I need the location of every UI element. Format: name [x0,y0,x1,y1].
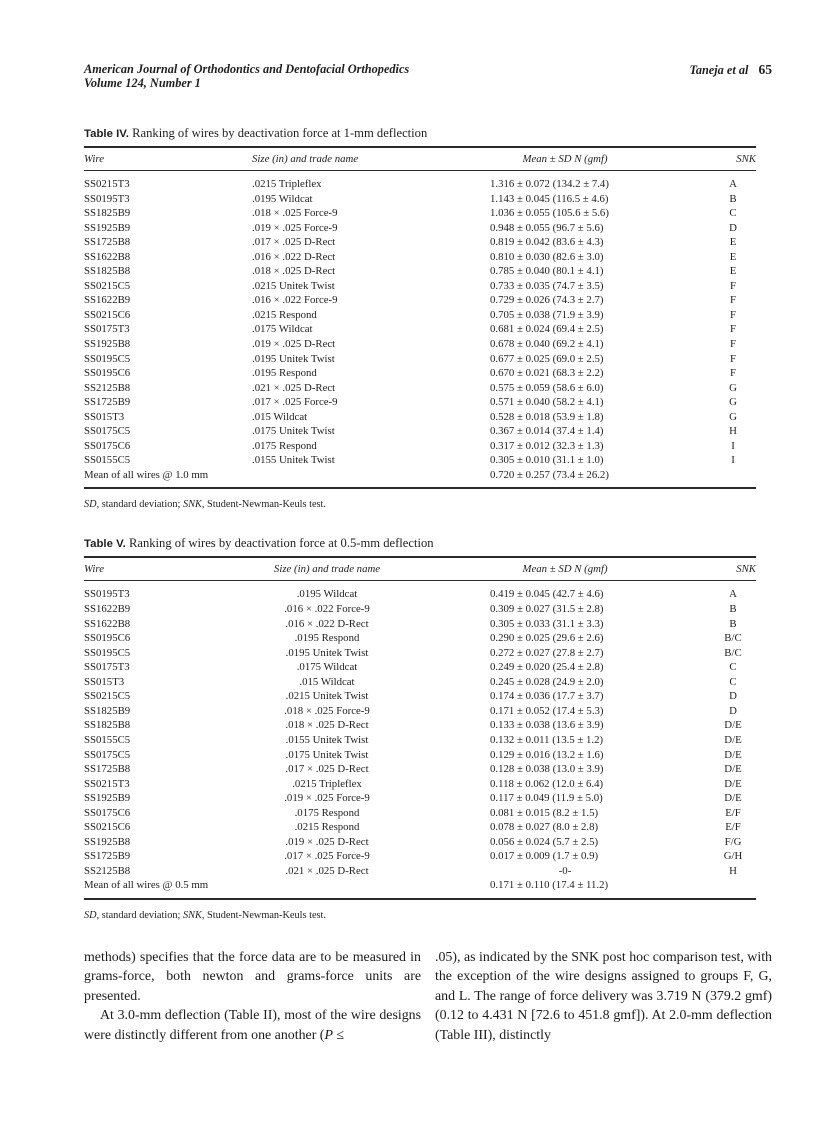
table-title: Ranking of wires by deactivation force at 0.5-mm deflection [128,536,434,551]
table-row [84,468,756,483]
table-row [84,395,756,410]
wire-size: .016 × .022 D-Rect [285,617,369,630]
mean-value: 0.309 ± 0.027 (31.5 ± 2.8) [490,603,604,616]
mean-value: 1.316 ± 0.072 (134.2 ± 7.4) [490,178,609,190]
snk-group: I [731,454,735,467]
snk-group: E [729,250,737,263]
wire-size: .0175 Unitek Twist [252,425,335,438]
wire-size: .016 × .022 Force-9 [252,294,338,307]
snk-group: C [729,207,737,220]
table-header-row [84,558,756,581]
mean-value: 0.133 ± 0.038 (13.6 ± 3.9) [490,719,604,732]
wire-size: .0175 Respond [252,439,317,452]
wire-id: SS0215C6 [84,308,131,321]
wire-size [252,878,490,893]
table-row [84,617,756,632]
wire-size: .0195 Respond [252,367,317,380]
wire-size: .015 Wildcat [252,410,308,423]
table-row [84,424,756,439]
wire-size: .019 × .025 D-Rect [252,338,336,351]
wire-id: SS0215C5 [84,279,131,292]
wire-id: SS0155C5 [84,454,131,467]
table-row [84,864,756,879]
table-row [84,820,756,835]
table-row [84,337,756,352]
wire-id: SS0215T3 [84,178,130,190]
table-row [84,689,756,704]
snk-group: F [729,279,736,292]
wire-id: SS1622B9 [84,294,131,307]
mean-value: 1.036 ± 0.055 (105.6 ± 5.6) [490,207,609,220]
journal-page [84,0,772,1045]
mean-value: 0.305 ± 0.033 (31.1 ± 3.3) [490,617,604,630]
table-row [84,366,756,381]
mean-value: 0.670 ± 0.021 (68.3 ± 2.2) [490,367,604,380]
snk-group: D/E [724,719,742,732]
snk-group: H [729,864,737,877]
snk-group: E [729,265,737,278]
snk-group: A [729,178,737,190]
snk-group: F [729,294,736,307]
table-row [84,235,756,250]
table-row [84,192,756,207]
wire-size: .0215 Respond [294,821,360,834]
wire-id: SS1925B8 [84,338,131,351]
paragraph: .05), as indicated by the SNK post hoc comparison test, with the exception of the wire designs assigned to groups F, G, and L. The range of force delivery was 3.719 N (379.2 gmf) (0.12 to 4.431 N [72.6 to 451.8 gmf]). At 2.0-mm deflection (Table III), distinctly [435,949,772,1043]
table-row [84,410,756,425]
body-text [84,948,772,1045]
snk-group: I [731,439,735,452]
wire-id: SS1725B8 [84,236,131,249]
snk-group: E [729,236,737,249]
wire-size: .0215 Unitek Twist [252,279,335,292]
wire-id: SS1925B8 [84,835,131,848]
column-header: Wire [84,563,104,576]
wire-size: .0195 Wildcat [252,192,313,205]
snk-group: A [729,588,737,601]
wire-id: SS0195C5 [84,352,131,365]
column-header: Size (in) and trade name [273,563,381,576]
wire-size: .018 × .025 D-Rect [252,265,336,278]
mean-value: 0.081 ± 0.015 (8.2 ± 1.5) [490,806,599,819]
table-row [84,587,756,602]
wire-size: .0175 Wildcat [252,323,313,336]
table-row [84,835,756,850]
table-label: Table V. [84,538,126,551]
mean-value: 0.117 ± 0.049 (11.9 ± 5.0) [490,792,603,805]
mean-value: 0.249 ± 0.020 (25.4 ± 2.8) [490,661,604,674]
wire-id: SS1725B9 [84,850,131,863]
paragraph: At 3.0-mm deflection (Table II), most of the wire designs were distinctly different from one another (P ≤ [84,1008,421,1043]
wire-id: SS0215C6 [84,821,131,834]
wire-id: SS1825B9 [84,207,131,220]
wire-size: .021 × .025 D-Rect [285,864,369,877]
wire-id: SS1925B9 [84,221,131,234]
table-row [84,777,756,792]
table-row [84,293,756,308]
snk-group: D/E [724,792,742,805]
column-header: Wire [84,153,104,165]
table-row [84,279,756,294]
wire-id: SS015T3 [84,410,125,423]
mean-value: 0.819 ± 0.042 (83.6 ± 4.3) [490,236,604,249]
table-row [84,177,756,192]
wire-id: SS015T3 [84,675,125,688]
table-row [84,791,756,806]
table-row [84,352,756,367]
column-header: SNK [736,153,756,165]
running-head-left [84,62,409,90]
table-v [84,556,756,899]
wire-size: .0175 Unitek Twist [285,748,369,761]
snk-group: D/E [724,777,742,790]
wire-size: .0215 Unitek Twist [285,690,369,703]
snk-group: D [729,221,737,234]
snk-group [710,468,756,483]
wire-id: SS0175T3 [84,661,130,674]
wire-id: SS1825B8 [84,719,131,732]
mean-value: 0.528 ± 0.018 (53.9 ± 1.8) [490,410,604,423]
mean-value: 0.174 ± 0.036 (17.7 ± 3.7) [490,690,604,703]
table-row [84,381,756,396]
column-header: Mean ± SD N (gmf) [522,153,608,165]
running-head-right [689,62,772,77]
snk-group: B [729,192,737,205]
table-row [84,762,756,777]
wire-id: SS1925B9 [84,792,131,805]
snk-group: F/G [724,835,742,848]
wire-id: SS1622B8 [84,250,131,263]
wire-id: Mean of all wires @ 0.5 mm [84,879,209,892]
mean-value: 0.785 ± 0.040 (80.1 ± 4.1) [490,265,604,278]
table-footnote: SD, standard deviation; SNK, Student-Newman-Keuls test. [84,499,326,511]
snk-group: E/F [725,806,741,819]
table-caption [84,126,772,141]
wire-size: .0195 Unitek Twist [252,352,335,365]
mean-value: 0.733 ± 0.035 (74.7 ± 3.5) [490,279,604,292]
wire-id: SS0195C6 [84,632,131,645]
wire-id: SS0175T3 [84,323,130,336]
wire-id: SS1725B8 [84,763,131,776]
journal-title: American Journal of Orthodontics and Dentofacial Orthopedics [84,62,410,76]
mean-value: 0.681 ± 0.024 (69.4 ± 2.5) [490,323,604,336]
mean-value: 0.729 ± 0.026 (74.3 ± 2.7) [490,294,604,307]
table-row [84,849,756,864]
table-row [84,322,756,337]
table-row [84,453,756,468]
mean-value: 0.129 ± 0.016 (13.2 ± 1.6) [490,748,604,761]
wire-size: .016 × .022 Force-9 [284,603,370,616]
mean-value: 0.272 ± 0.027 (27.8 ± 2.7) [490,646,604,659]
wire-id: SS0195C6 [84,367,131,380]
snk-group: D/E [724,733,742,746]
table-row [84,806,756,821]
table-row [84,733,756,748]
mean-value: 0.317 ± 0.012 (32.3 ± 1.3) [490,439,604,452]
table-row [84,631,756,646]
wire-size: .019 × .025 Force-9 [252,221,338,234]
table-iv-section [84,126,772,511]
mean-value: 0.290 ± 0.025 (29.6 ± 2.6) [490,632,604,645]
mean-value: 0.171 ± 0.052 (17.4 ± 5.3) [490,704,604,717]
column-header: Mean ± SD N (gmf) [522,563,608,576]
table-row [84,675,756,690]
table-row [84,602,756,617]
page-number: 65 [758,61,772,77]
snk-group: H [729,425,737,438]
table-row [84,646,756,661]
snk-group: B/C [724,632,742,645]
wire-id: SS1622B9 [84,603,131,616]
table-row [84,206,756,221]
snk-group: B/C [724,646,742,659]
table-row [84,264,756,279]
mean-value: 0.571 ± 0.040 (58.2 ± 4.1) [490,396,604,409]
table-title: Ranking of wires by deactivation force at 1-mm deflection [132,126,428,140]
mean-value: 0.171 ± 0.110 (17.4 ± 11.2) [490,879,609,892]
wire-size: .017 × .025 Force-9 [284,850,370,863]
table-rows [84,581,756,899]
paragraph: methods) specifies that the force data are to be measured in grams-force, both newton and grams-force units are presented. [84,949,421,1004]
wire-size: .0155 Unitek Twist [252,454,335,467]
snk-group: C [729,675,737,688]
wire-id: SS0215T3 [84,777,130,790]
mean-value: 0.017 ± 0.009 (1.7 ± 0.9) [490,850,599,863]
table-label: Table IV. [84,128,129,140]
wire-size: .017 × .025 D-Rect [252,236,336,249]
table-row [84,704,756,719]
wire-id: SS2125B8 [84,381,131,394]
wire-size: .0175 Wildcat [296,661,358,674]
column-header: SNK [736,563,756,576]
wire-id: SS0175C6 [84,806,131,819]
mean-value: 0.678 ± 0.040 (69.2 ± 4.1) [490,338,604,351]
table-row [84,308,756,323]
mean-value: 1.143 ± 0.045 (116.5 ± 4.6) [490,192,609,205]
mean-value: 0.078 ± 0.027 (8.0 ± 2.8) [490,821,599,834]
wire-size: .0215 Tripleflex [252,178,322,190]
snk-group: D [729,704,737,717]
wire-id: SS0155C5 [84,733,131,746]
table-row [84,221,756,236]
mean-value: 0.720 ± 0.257 (73.4 ± 26.2) [490,468,609,481]
snk-group: G/H [723,850,743,863]
mean-value: 0.305 ± 0.010 (31.1 ± 1.0) [490,454,604,467]
snk-group: B [729,617,737,630]
wire-size: .017 × .025 Force-9 [252,396,338,409]
wire-size: .021 × .025 D-Rect [252,381,336,394]
snk-group: F [729,323,736,336]
mean-value: 0.419 ± 0.045 (42.7 ± 4.6) [490,588,604,601]
wire-id: SS0195C5 [84,646,131,659]
mean-value: 0.810 ± 0.030 (82.6 ± 3.0) [490,250,604,263]
wire-id: Mean of all wires @ 1.0 mm [84,468,209,481]
wire-id: SS0175C6 [84,439,131,452]
wire-size: .018 × .025 D-Rect [285,719,369,732]
wire-id: SS1825B8 [84,265,131,278]
table-rows [84,171,756,489]
mean-value: 0.948 ± 0.055 (96.7 ± 5.6) [490,221,604,234]
snk-group [710,878,756,893]
table-row [84,878,756,893]
wire-id: SS0215C5 [84,690,131,703]
wire-size: .0195 Respond [294,632,360,645]
snk-group: G [729,381,737,394]
body-right-column [435,948,772,1045]
snk-group: F [729,367,736,380]
table-header-row [84,148,756,171]
mean-value: 0.245 ± 0.028 (24.9 ± 2.0) [490,675,604,688]
table-iv [84,146,756,489]
wire-id: SS1622B8 [84,617,131,630]
mean-value: 0.118 ± 0.062 (12.0 ± 6.4) [490,777,604,790]
wire-size: .0215 Respond [252,308,317,321]
wire-size: .016 × .022 D-Rect [252,250,336,263]
wire-size: .0195 Wildcat [296,588,358,601]
mean-value: 0.132 ± 0.011 (13.5 ± 1.2) [490,733,604,746]
wire-size [252,468,490,483]
mean-value: -0- [558,864,572,877]
snk-group: B [729,603,737,616]
mean-value: 0.128 ± 0.038 (13.0 ± 3.9) [490,763,604,776]
table-v-section [84,536,772,921]
wire-size: .018 × .025 Force-9 [284,704,370,717]
table-row [84,250,756,265]
wire-size: .019 × .025 D-Rect [285,835,369,848]
wire-id: SS0195T3 [84,588,130,601]
wire-size: .015 Wildcat [299,675,355,688]
table-footnote: SD, standard deviation; SNK, Student-Newman-Keuls test. [84,909,326,921]
wire-size: .019 × .025 Force-9 [284,792,370,805]
table-row [84,718,756,733]
mean-value: 0.677 ± 0.025 (69.0 ± 2.5) [490,352,604,365]
wire-size: .0155 Unitek Twist [285,733,369,746]
wire-id: SS1725B9 [84,396,131,409]
snk-group: D [729,690,737,703]
wire-size: .0175 Respond [294,806,360,819]
wire-id: SS2125B8 [84,864,131,877]
table-caption [84,536,772,551]
column-header: Size (in) and trade name [252,153,359,165]
running-head [84,62,772,90]
journal-issue: Volume 124, Number 1 [84,76,201,90]
wire-size: .017 × .025 D-Rect [285,763,369,776]
snk-group: E/F [725,821,741,834]
mean-value: 0.056 ± 0.024 (5.7 ± 2.5) [490,835,599,848]
snk-group: C [729,661,737,674]
table-row [84,748,756,763]
mean-value: 0.367 ± 0.014 (37.4 ± 1.4) [490,425,604,438]
snk-group: F [729,308,736,321]
running-authors: Taneja et al [689,62,749,77]
wire-size: .0215 Tripleflex [292,777,362,790]
snk-group: D/E [724,748,742,761]
wire-size: .0195 Unitek Twist [285,646,369,659]
snk-group: F [729,352,736,365]
table-row [84,439,756,454]
body-left-column [84,948,421,1045]
snk-group: G [729,410,737,423]
wire-id: SS0175C5 [84,748,131,761]
snk-group: D/E [724,763,742,776]
table-row [84,660,756,675]
wire-id: SS0175C5 [84,425,131,438]
mean-value: 0.575 ± 0.059 (58.6 ± 6.0) [490,381,604,394]
wire-id: SS0195T3 [84,192,130,205]
wire-size: .018 × .025 Force-9 [252,207,338,220]
snk-group: G [729,396,737,409]
wire-id: SS1825B9 [84,704,131,717]
snk-group: F [729,338,736,351]
mean-value: 0.705 ± 0.038 (71.9 ± 3.9) [490,308,604,321]
